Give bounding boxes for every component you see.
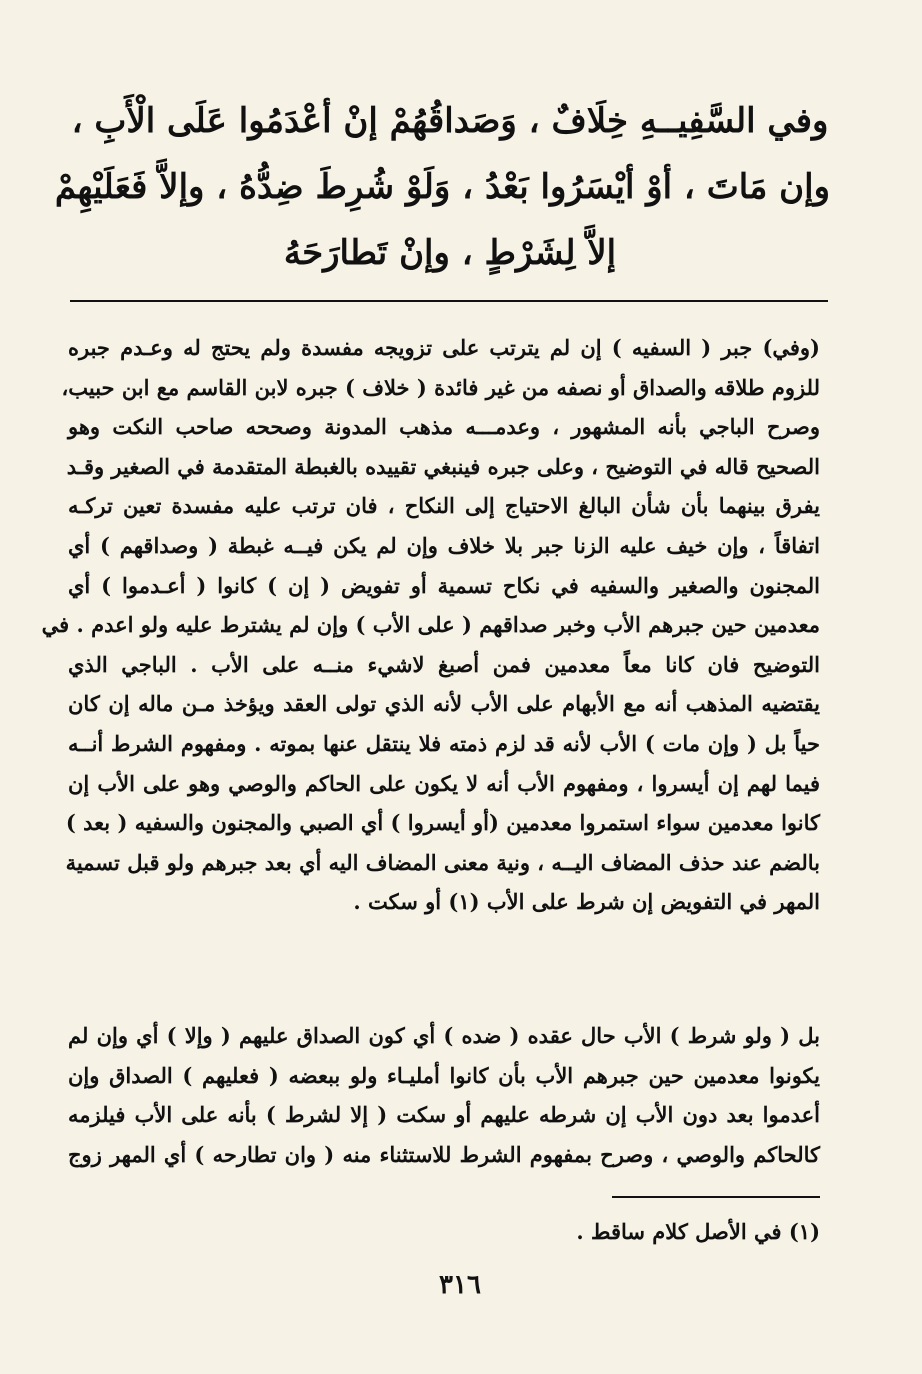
commentary-line: كالحاكم والوصي ، وصرح بمفهوم الشرط للاستثناء منه ( وان تطارحه ) أي المهر زوج [68,1141,820,1167]
commentary-line: يفرق بينهما بأن شأن البالغ الاحتياج إلى النكاح ، فان ترتب عليه مفسدة تعين تركـه [68,493,820,519]
footnote-divider [612,1196,820,1198]
commentary-line: معدمين حين جبرهم الأب وخبر صداقهم ( على الأب ) وإن لم يشترط عليه ولو اعدم . في [41,612,820,638]
matn-line: إلاَّ لِشَرْطٍ ، وإنْ تَطارَحَهُ [283,233,617,273]
commentary-line: الصحيح قاله في التوضيح ، وعلى جبره فينبغي تقييده بالغبطة المتقدمة في الصغير وقـد [66,453,820,479]
commentary-paragraph-2 [68,1016,820,1174]
commentary-line: المهر في التفويض إن شرط على الأب (١) أو سكت . [353,889,820,915]
commentary-line: يقتضيه المذهب أنه مع الأبهام على الأب لأنه الذي تولى العقد ويؤخذ مـن ماله إن كان [68,691,821,717]
commentary-line: (وفي) جبر ( السفيه ) إن لم يترتب على تزويجه مفسدة ولم يحتج له وعـدم جبره [68,335,820,360]
commentary-line: المجنون والصغير والسفيه في نكاح تسمية أو تفويض ( إن ) كانوا ( أعـدموا ) أي [68,572,820,598]
commentary-paragraph-1 [41,328,821,922]
footnote: (١) في الأصل كلام ساقط . [576,1219,820,1244]
commentary-line: للزوم طلاقه والصداق أو نصفه من غير فائدة ( خلاف ) جبره لابن القاسم مع ابن حبيب، [61,374,820,400]
commentary-line: اتفاقاً ، وإن خيف عليه الزنا جبر بلا خلاف وإن لم يكن فيــه غبطة ( وصداقهم ) أي [68,532,820,558]
matn-line: وفي السَّفِيــهِ خِلَافٌ ، وَصَداقُهُمْ إنْ أعْدَمُوا عَلَى الْأَبِ ، [71,101,829,141]
matn-verse [54,88,830,286]
header-divider [70,300,828,302]
matn-line: وإن مَاتَ ، أوْ أيْسَرُوا بَعْدُ ، وَلَوْ شُرِطَ ضِدُّهُ ، وإلاَّ فَعَلَيْهِمْ [54,167,830,207]
commentary-line: حياً بل ( وإن مات ) الأب لأنه قد لزم ذمته فلا ينتقل عنها بموته . ومفهوم الشرط أنــه [68,730,820,756]
commentary-line: فيما لهم إن أيسروا ، ومفهوم الأب أنه لا يكون على الحاكم والوصي وهو على الأب إن [68,770,820,796]
page-number: ٣١٦ [439,1270,481,1300]
commentary-line: بل ( ولو شرط ) الأب حال عقده ( ضده ) أي كون الصداق عليهم ( وإلا ) أي وإن لم [68,1023,820,1048]
commentary-line: بالضم عند حذف المضاف اليــه ، ونية معنى المضاف اليه أي بعد جبرهم ولو قبل تسمية [65,849,820,875]
commentary-line: كانوا معدمين سواء استمروا معدمين (أو أيسروا ) أي الصبي والمجنون والسفيه ( بعد ) [65,810,820,836]
commentary-line: يكونوا معدمين حين جبرهم الأب بأن كانوا أمليـاء ولو ببعضه ( فعليهم ) الصداق وإن [68,1062,820,1088]
commentary-line: وصرح الباجي بأنه المشهور ، وعدمـــه مذهب المدونة وصححه صاحب النكت وهو [68,414,820,440]
commentary-line: التوضيح فان كانا معاً معدمين فمن أصبغ لاشيء منــه على الأب . الباجي الذي [68,651,820,677]
commentary-line: أعدموا بعد دون الأب إن شرطه عليهم أو سكت ( إلا لشرط ) بأنه على الأب فيلزمه [68,1102,820,1128]
